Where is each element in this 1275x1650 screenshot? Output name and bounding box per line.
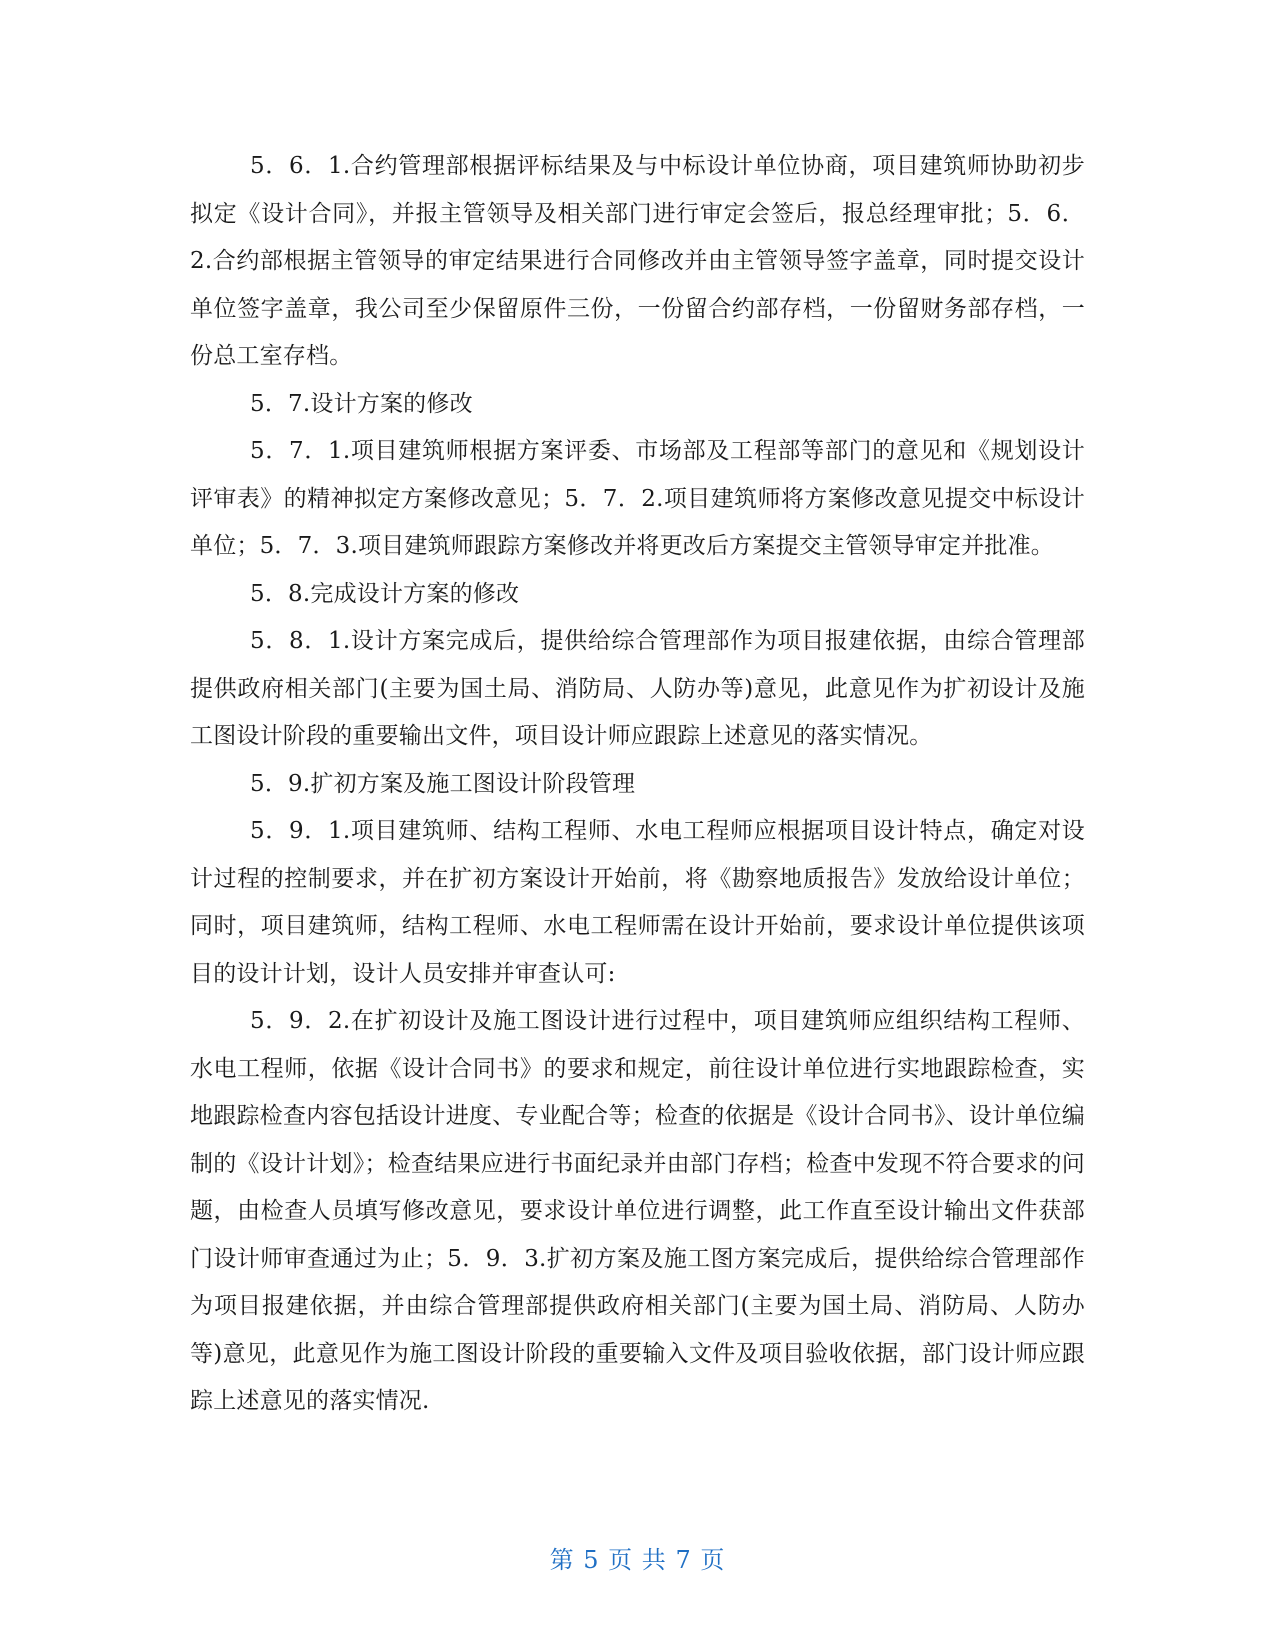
heading-5-7: 5．7.设计方案的修改: [250, 390, 473, 417]
document-body: [190, 143, 1085, 1426]
paragraph-5-7: 5．7．1.项目建筑师根据方案评委、市场部及工程部等部门的意见和《规划设计评审表》的精神拟定方案修改意见；5．7．2.项目建筑师将方案修改意见提交中标设计单位；5．7．3.项目建筑师跟踪方案修改并将更改后方案提交主管领导审定并批准。: [190, 438, 1085, 559]
heading-5-8: 5．8.完成设计方案的修改: [250, 580, 520, 607]
paragraph-5-9-1: 5．9．1.项目建筑师、结构工程师、水电工程师应根据项目设计特点，确定对设计过程的控制要求，并在扩初方案设计开始前，将《勘察地质报告》发放给设计单位；同时，项目建筑师，结构工程师、水电工程师需在设计开始前，要求设计单位提供该项目的设计计划，设计人员安排并审查认可:: [190, 818, 1085, 987]
heading-5-9: 5．9.扩初方案及施工图设计阶段管理: [250, 770, 636, 797]
paragraph-5-6: 5．6．1.合约管理部根据评标结果及与中标设计单位协商，项目建筑师协助初步拟定《设计合同》，并报主管领导及相关部门进行审定会签后，报总经理审批；5．6．2.合约部根据主管领导的审定结果进行合同修改并由主管领导签字盖章，同时提交设计单位签字盖章，我公司至少保留原件三份，一份留合约部存档，一份留财务部存档，一份总工室存档。: [190, 153, 1085, 369]
paragraph-5-9-2: 5．9．2.在扩初设计及施工图设计进行过程中，项目建筑师应组织结构工程师、水电工程师，依据《设计合同书》的要求和规定，前往设计单位进行实地跟踪检查，实地跟踪检查内容包括设计进度、专业配合等；检查的依据是《设计合同书》、设计单位编制的《设计计划》；检查结果应进行书面纪录并由部门存档；检查中发现不符合要求的问题，由检查人员填写修改意见，要求设计单位进行调整，此工作直至设计输出文件获部门设计师审查通过为止；5．9．3.扩初方案及施工图方案完成后，提供给综合管理部作为项目报建依据，并由综合管理部提供政府相关部门(主要为国土局、消防局、人防办等)意见，此意见作为施工图设计阶段的重要输入文件及项目验收依据，部门设计师应跟踪上述意见的落实情况.: [190, 1008, 1085, 1414]
page-number-footer: 第 5 页 共 7 页: [549, 1546, 726, 1574]
paragraph-5-8-1: 5．8．1.设计方案完成后，提供给综合管理部作为项目报建依据，由综合管理部提供政府相关部门(主要为国土局、消防局、人防办等)意见，此意见作为扩初设计及施工图设计阶段的重要输出文件，项目设计师应跟踪上述意见的落实情况。: [190, 628, 1085, 749]
